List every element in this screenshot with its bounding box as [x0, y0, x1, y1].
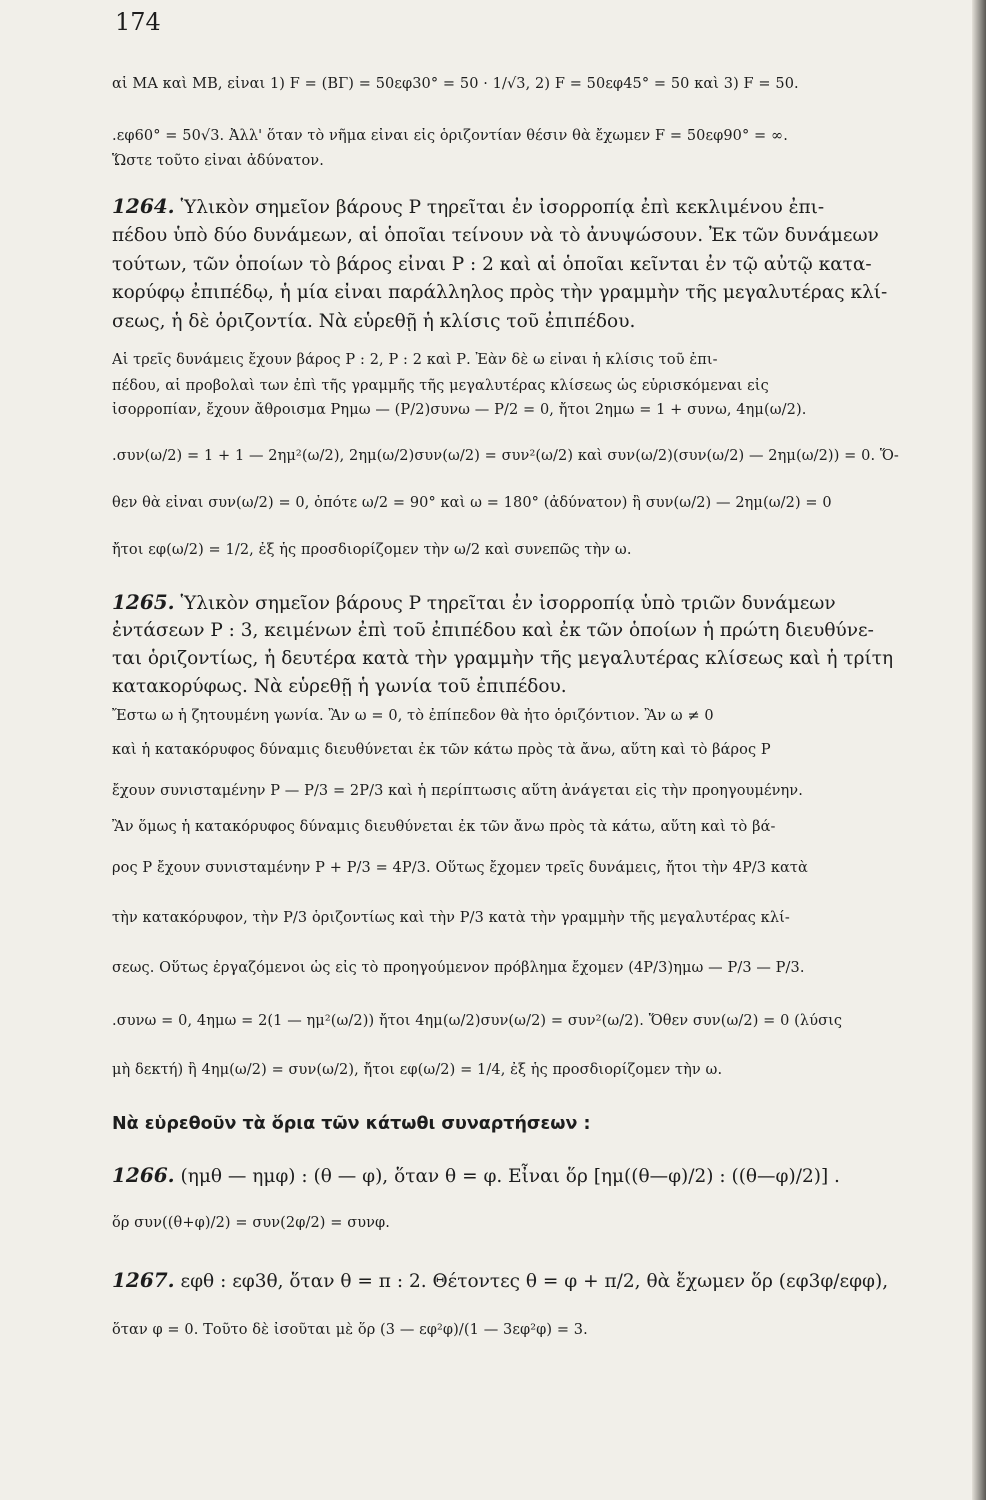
exercise-1266-line — [112, 1163, 948, 1187]
exercise-number: 1265. — [112, 590, 175, 614]
solution-line: Αἱ τρεῖς δυνάμεις ἔχουν βάρος Ρ : 2, Ρ : 2 καὶ Ρ. Ἐὰν δὲ ω εἶναι ἡ κλίσις τοῦ ἐπι- — [112, 352, 718, 368]
section-heading: Νὰ εὑρεθοῦν τὰ ὅρια τῶν κάτωθι συναρτήσεων : — [112, 1114, 591, 1134]
exercise-statement-line: πέδου ὑπὸ δύο δυνάμεων, αἱ ὁποῖαι τείνουν νὰ τὸ ἀνυψώσουν. Ἐκ τῶν δυνάμεων — [112, 225, 879, 246]
exercise-statement: Ὑλικὸν σημεῖον βάρους Ρ τηρεῖται ἐν ἰσορροπίᾳ ὑπὸ τριῶν δυνάμεων — [174, 593, 836, 614]
page-number: 174 — [115, 8, 161, 36]
exercise-statement-line: ἐντάσεων Ρ : 3, κειμένων ἐπὶ τοῦ ἐπιπέδου καὶ ἐκ τῶν ὁποίων ἡ πρώτη διευθύνε- — [112, 620, 874, 641]
solution-line: θεν θὰ εἶναι συν(ω/2) = 0, ὁπότε ω/2 = 90° καὶ ω = 180° (ἀδύνατον) ἢ συν(ω/2) — 2ημ(ω/2) = 0 — [112, 495, 832, 511]
solution-line: σεως. Οὕτως ἐργαζόμενοι ὡς εἰς τὸ προηγούμενον πρόβλημα ἔχομεν (4Ρ/3)ημω — Ρ/3 — Ρ/3. — [112, 960, 805, 976]
text-line: Ὥστε τοῦτο εἶναι ἀδύνατον. — [112, 153, 324, 169]
solution-line: ὅρ συν((θ+φ)/2) = συν(2φ/2) = συνφ. — [112, 1215, 391, 1231]
solution-line: πέδου, αἱ προβολαὶ των ἐπὶ τῆς γραμμῆς τῆς μεγαλυτέρας κλίσεως ὡς εὑρισκόμεναι εἰς — [112, 378, 769, 394]
exercise-statement-line: τούτων, τῶν ὁποίων τὸ βάρος εἶναι Ρ : 2 καὶ αἱ ὁποῖαι κεῖνται ἐν τῷ αὐτῷ κατα- — [112, 254, 872, 275]
exercise-1267-line — [112, 1268, 948, 1292]
solution-line: καὶ ἡ κατακόρυφος δύναμις διευθύνεται ἐκ τῶν κάτω πρὸς τὰ ἄνω, αὕτη καὶ τὸ βάρος Ρ — [112, 742, 771, 758]
exercise-statement: εφθ : εφ3θ, ὅταν θ = π : 2. Θέτοντες θ = φ + π/2, θὰ ἔχωμεν ὅρ (εφ3φ/εφφ), — [174, 1271, 889, 1292]
exercise-number: 1267. — [112, 1268, 175, 1292]
solution-line: ἤτοι εφ(ω/2) = 1/2, ἐξ ἧς προσδιορίζομεν τὴν ω/2 καὶ συνεπῶς τὴν ω. — [112, 542, 632, 558]
text-line: .εφ60° = 50√3. Ἀλλ' ὅταν τὸ νῆμα εἶναι εἰς ὁριζοντίαν θέσιν θὰ ἔχωμεν F = 50εφ90° = ∞. — [112, 128, 788, 144]
exercise-statement: (ημθ — ημφ) : (θ — φ), ὅταν θ = φ. Εἶναι ὅρ [ημ((θ—φ)/2) : ((θ—φ)/2)] . — [174, 1166, 840, 1187]
solution-line: τὴν κατακόρυφον, τὴν Ρ/3 ὁριζοντίως καὶ τὴν Ρ/3 κατὰ τὴν γραμμὴν τῆς μεγαλυτέρας κλί- — [112, 910, 790, 926]
exercise-statement-line: κατακορύφως. Νὰ εὑρεθῇ ἡ γωνία τοῦ ἐπιπέδου. — [112, 676, 567, 697]
solution-line: .συνω = 0, 4ημω = 2(1 — ημ²(ω/2)) ἤτοι 4ημ(ω/2)συν(ω/2) = συν²(ω/2). Ὅθεν συν(ω/2) = 0 (λύσις — [112, 1013, 843, 1029]
solution-line: ἔχουν συνισταμένην Ρ — Ρ/3 = 2Ρ/3 καὶ ἡ περίπτωσις αὕτη ἀνάγεται εἰς τὴν προηγουμένην. — [112, 783, 803, 799]
text-line: αἱ ΜΑ καὶ ΜΒ, εἶναι 1) F = (ΒΓ) = 50εφ30° = 50 · 1/√3, 2) F = 50εφ45° = 50 καὶ 3) F = 50. — [112, 76, 799, 92]
exercise-number: 1264. — [112, 194, 175, 218]
solution-line: Ἂν ὅμως ἡ κατακόρυφος δύναμις διευθύνεται ἐκ τῶν ἄνω πρὸς τὰ κάτω, αὕτη καὶ τὸ βά- — [112, 819, 776, 835]
book-binding-shadow — [972, 0, 986, 1500]
exercise-statement-line: σεως, ἡ δὲ ὁριζοντία. Νὰ εὑρεθῇ ἡ κλίσις τοῦ ἐπιπέδου. — [112, 311, 636, 332]
exercise-statement-line: ται ὁριζοντίως, ἡ δευτέρα κατὰ τὴν γραμμὴν τῆς μεγαλυτέρας κλίσεως καὶ ἡ τρίτη — [112, 648, 894, 669]
exercise-statement: Ὑλικὸν σημεῖον βάρους Ρ τηρεῖται ἐν ἰσορροπίᾳ ἐπὶ κεκλιμένου ἐπι- — [174, 197, 825, 218]
solution-line: ὅταν φ = 0. Τοῦτο δὲ ἰσοῦται μὲ ὅρ (3 — εφ²φ)/(1 — 3εφ²φ) = 3. — [112, 1322, 588, 1338]
solution-line: ρος Ρ ἔχουν συνισταμένην Ρ + Ρ/3 = 4Ρ/3. Οὕτως ἔχομεν τρεῖς δυνάμεις, ἤτοι τὴν 4Ρ/3 κατὰ — [112, 860, 808, 876]
exercise-1265-line — [112, 590, 948, 614]
solution-line: .συν(ω/2) = 1 + 1 — 2ημ²(ω/2), 2ημ(ω/2)συν(ω/2) = συν²(ω/2) καὶ συν(ω/2)(συν(ω/2) — 2ημ(ω/2)) = 0. Ὅ- — [112, 448, 899, 464]
exercise-1264-line — [112, 194, 948, 218]
solution-line: Ἔστω ω ἡ ζητουμένη γωνία. Ἂν ω = 0, τὸ ἐπίπεδον θὰ ἦτο ὁριζόντιον. Ἂν ω ≠ 0 — [112, 708, 714, 724]
exercise-number: 1266. — [112, 1163, 175, 1187]
solution-line: ἰσορροπίαν, ἔχουν ἄθροισμα Ρημω — (Ρ/2)συνω — Ρ/2 = 0, ἤτοι 2ημω = 1 + συνω, 4ημ(ω/2). — [112, 402, 807, 418]
exercise-statement-line: κορύφῳ ἐπιπέδῳ, ἡ μία εἶναι παράλληλος πρὸς τὴν γραμμὴν τῆς μεγαλυτέρας κλί- — [112, 282, 888, 303]
solution-line: μὴ δεκτή) ἢ 4ημ(ω/2) = συν(ω/2), ἤτοι εφ(ω/2) = 1/4, ἐξ ἧς προσδιορίζομεν τὴν ω. — [112, 1062, 723, 1078]
